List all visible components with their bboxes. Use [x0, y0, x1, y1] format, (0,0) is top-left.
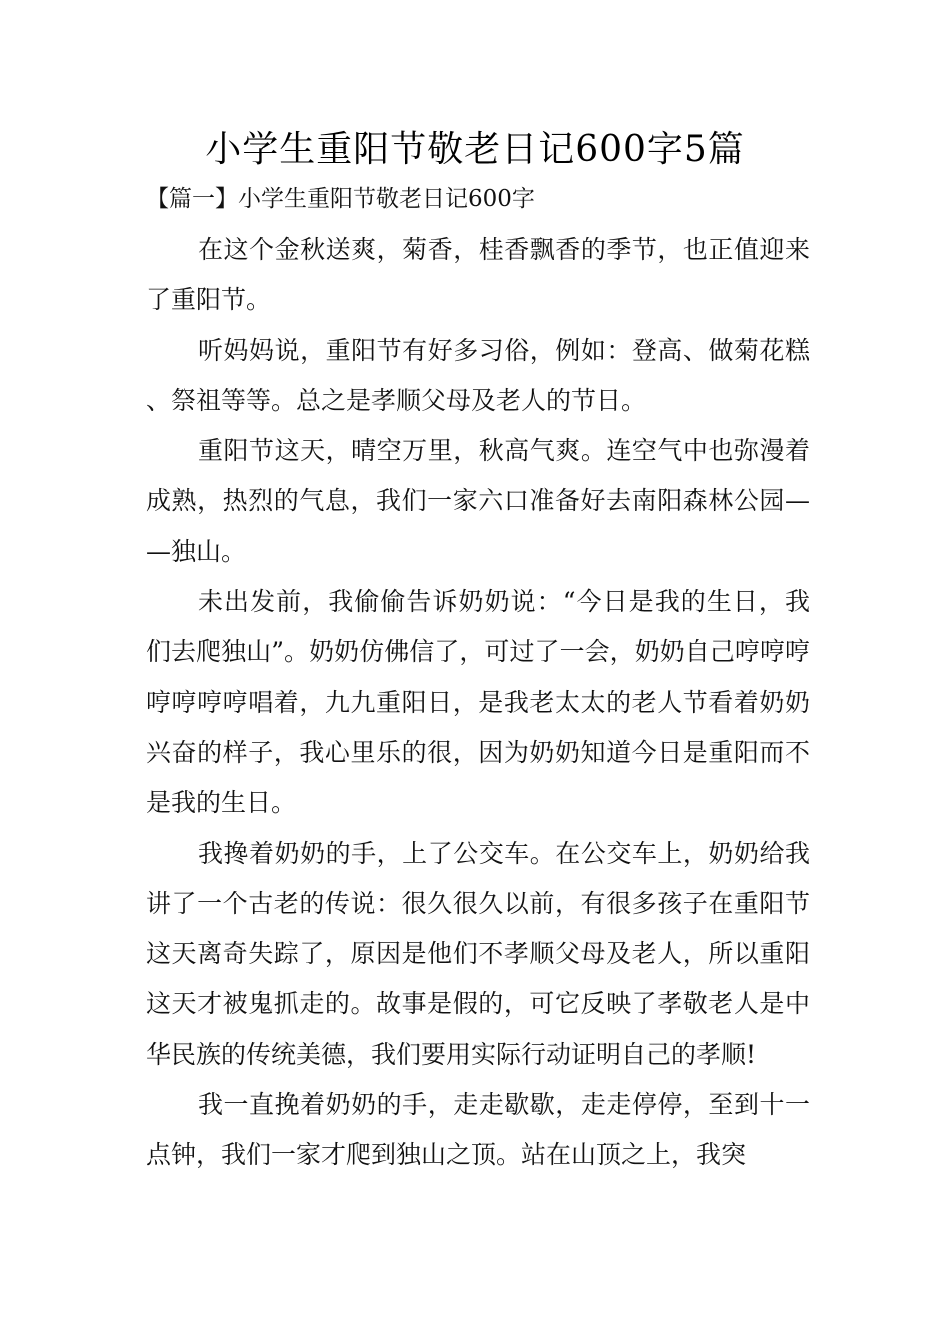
section-heading: 【篇一】小学生重阳节敬老日记600字 [146, 186, 535, 212]
paragraph-5: 我搀着奶奶的手，上了公交车。在公交车上，奶奶给我讲了一个古老的传说：很久很久以前，有很多孩子在重阳节这天离奇失踪了，原因是他们不孝顺父母及老人，所以重阳这天才被鬼抓走的。故事是假的，可它反映了孝敬老人是中华民族的传统美德，我们要用实际行动证明自己的孝顺! [146, 838, 810, 1069]
paragraph-2: 听妈妈说，重阳节有好多习俗，例如：登高、做菊花糕、祭祖等等。总之是孝顺父母及老人的节日。 [146, 335, 810, 415]
paragraph-6: 我一直挽着奶奶的手，走走歇歇，走走停停，至到十一点钟，我们一家才爬到独山之顶。站在山顶之上，我突 [146, 1090, 810, 1170]
document-title: 小学生重阳节敬老日记600字5篇 [205, 129, 745, 170]
paragraph-3: 重阳节这天，晴空万里，秋高气爽。连空气中也弥漫着成熟，热烈的气息，我们一家六口准备好去南阳森林公园——独山。 [146, 436, 810, 566]
document-body [146, 225, 810, 1181]
paragraph-1: 在这个金秋送爽，菊香，桂香飘香的季节，也正值迎来了重阳节。 [146, 235, 810, 315]
paragraph-4: 未出发前，我偷偷告诉奶奶说：“今日是我的生日，我们去爬独山”。奶奶仿佛信了，可过了一会，奶奶自己哼哼哼哼哼哼哼唱着，九九重阳日，是我老太太的老人节看着奶奶兴奋的样子，我心里乐的很，因为奶奶知道今日是重阳而不是我的生日。 [146, 587, 810, 818]
